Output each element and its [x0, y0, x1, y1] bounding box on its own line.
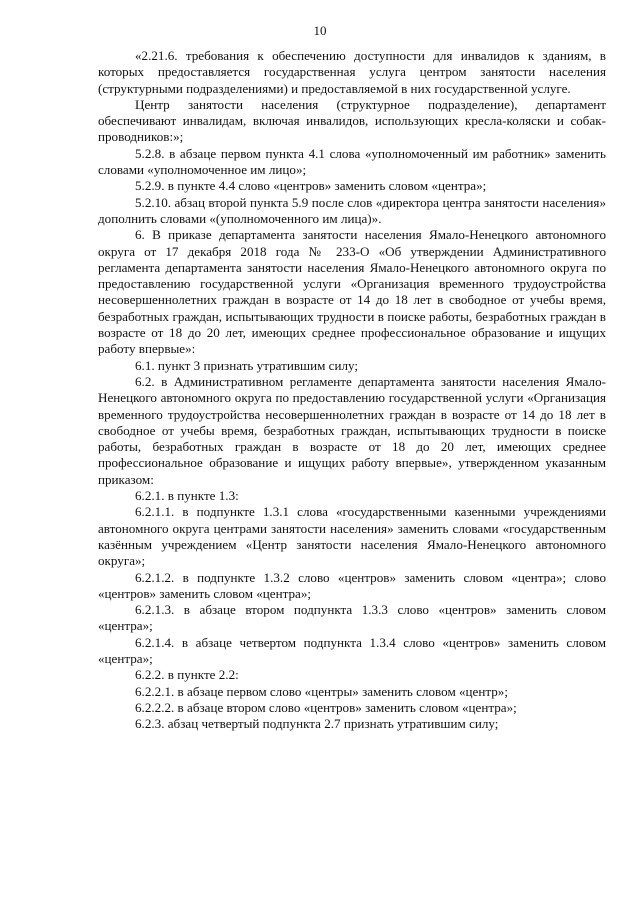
page-number: 10	[313, 23, 327, 38]
paragraph-2-21-6: «2.21.6. требования к обеспечению доступности для инвалидов к зданиям, в которых предоставляется государственная услуга центром занятости населения (структурными подразделениями) и предоставляемой в них государственной услуге.	[98, 48, 606, 96]
paragraph-6-2-1-1: 6.2.1.1. в подпункте 1.3.1 слова «государственными казенными учреждениями автономного округа центрами занятости населения» заменить словами «государственным казённым учреждением «Центр занятости населения Ямало-Ненецкого автономного округа»;	[98, 504, 606, 569]
paragraph-6-2-1-2: 6.2.1.2. в подпункте 1.3.2 слово «центров» заменить словом «центра»; слово «центров» заменить словом «центра»;	[98, 569, 606, 601]
paragraph-6-2-1-3: 6.2.1.3. в абзаце втором подпункта 1.3.3 слово «центров» заменить словом «центра»;	[98, 602, 606, 634]
paragraph-6: 6. В приказе департамента занятости населения Ямало-Ненецкого автономного округа от 17 декабря 2018 года № 233-О «Об утверждении Административного регламента департамента занятости населения Ямало-Ненецкого автономного округа по предоставлению государственной услуги «Организация временного трудоустройства несовершеннолетних граждан в возрасте от 14 до 18 лет в свободное от учебы время, безработных граждан, испытывающих трудности в поиске работы, безработных граждан в возрасте от 18 до 20 лет, имеющих среднее профессиональное образование и ищущих работу впервые»:	[98, 227, 606, 357]
paragraph-6-2-2-1: 6.2.2.1. в абзаце первом слово «центры» заменить словом «центр»;	[135, 683, 508, 699]
document-body	[98, 48, 606, 732]
paragraph-6-2: 6.2. в Административном регламенте департамента занятости населения Ямало-Ненецкого автономного округа по предоставлению государственной услуги «Организация временного трудоустройства несовершеннолетних граждан в возрасте от 14 до 18 лет в свободное от учебы время, безработных граждан, испытывающих трудности в поиске работы, безработных граждан в возрасте от 18 до 20 лет, имеющих среднее профессиональное образование и ищущих работу впервые», утвержденном указанным приказом:	[98, 373, 606, 487]
paragraph-center-accessibility: Центр занятости населения (структурное подразделение), департамент обеспечивают инвалидам, включая инвалидов, использующих кресла-коляски и собак-проводников:»;	[98, 96, 606, 145]
paragraph-6-2-2: 6.2.2. в пункте 2.2:	[135, 667, 239, 683]
paragraph-5-2-10: 5.2.10. абзац второй пункта 5.9 после слов «директора центра занятости населения» дополнить словами «(уполномоченного им лица)».	[98, 194, 606, 226]
paragraph-5-2-8: 5.2.8. в абзаце первом пункта 4.1 слова «уполномоченный им работник» заменить словами «уполномоченное им лицо»;	[98, 145, 606, 178]
paragraph-5-2-9: 5.2.9. в пункте 4.4 слово «центров» заменить словом «центра»;	[135, 178, 487, 194]
paragraph-6-1: 6.1. пункт 3 признать утратившим силу;	[135, 357, 359, 373]
paragraph-6-2-1: 6.2.1. в пункте 1.3:	[135, 488, 239, 504]
paragraph-6-2-2-2: 6.2.2.2. в абзаце втором слово «центров» заменить словом «центра»;	[135, 699, 517, 715]
paragraph-6-2-3: 6.2.3. абзац четвертый подпункта 2.7 признать утратившим силу;	[135, 716, 499, 732]
paragraph-6-2-1-4: 6.2.1.4. в абзаце четвертом подпункта 1.3.4 слово «центров» заменить словом «центра»;	[98, 634, 606, 666]
